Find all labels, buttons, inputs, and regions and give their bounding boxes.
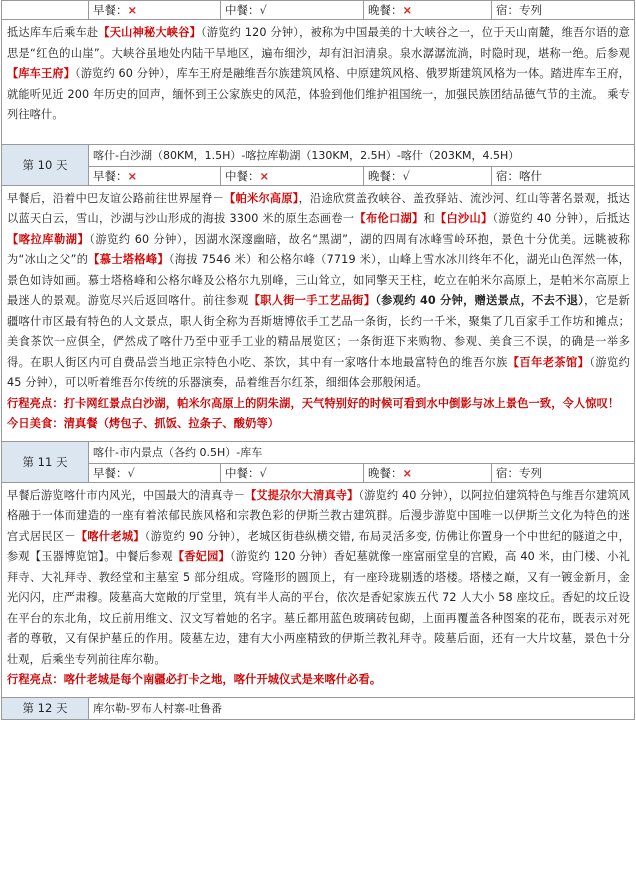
highlight-text: 打卡网红景点白沙湖，帕米尔高原上的阴朱湖，天气特别好的时候可看到水中倒影与冰上景色一致，令人惊叹！ [63,396,620,410]
dinner-cell: 晚餐：√ [364,167,492,185]
hotel-cell: 宿：喀什 [496,168,542,183]
attraction-name: 【百年老茶馆】 [507,355,590,369]
day12-route: 库尔勒-罗布人村寨-吐鲁番 [89,697,635,719]
no-meal-mark: × [402,465,413,480]
day11-label: 第 11 天 [2,441,89,482]
day9-description-row [2,20,635,145]
attraction-name: 【布伦口湖】 [354,212,424,225]
itinerary-table [1,0,635,720]
no-meal-mark: × [127,3,138,17]
attraction-name: 【库车王府】 [7,67,76,80]
day12-route-row [2,697,635,719]
day10-meals [89,167,634,185]
day10-meals-row [2,166,635,185]
breakfast-cell: 早餐：× [89,1,221,19]
bonus-note: （参观约 40 分钟，赠送景点，不去不退） [375,294,585,307]
attraction-name: 【喀什老城】 [75,529,145,543]
day10-description: 早餐后，沿着中巴友谊公路前往世界屋脊－【帕米尔高原】，沿途欣赏盖孜峡谷、盖孜驿站、流沙河、红山等著名景观，抵达以蓝天白云，雪山，沙湖与沙山形成的海拔 3300 米的原生态画卷一【布伦口湖】和【白沙山】（游览约 40 分钟），后抵达【喀拉库勒湖】（游览约 60 分钟），因湖水深邃幽暗，故名“黑湖”，湖的四周有冰峰雪岭环抱，景色十分优美。远眺被称为“冰山之父”的【慕士塔格峰】（海拔 7546 米）和公格尔峰（7719 米），山峰上雪水冰川终年不化，湖光山色浑然一体，景色如诗如画。慕士塔格峰和公格尔峰及公格尔九别峰，三山耸立，如同擎天王柱，屹立在帕米尔高原上，是帕米尔高原上最迷人的景观。游览尽兴后返回喀什。前往参观【职人街一手工艺品街】（参观约 40 分钟，赠送景点，不去不退），它是新疆喀什市区最有特色的人文景点，职人街全称为吾斯塘博依手工艺品一条街，长约一千米，聚集了几百家手工作坊和摊点；美食茶饮一应俱全，俨然成了喀什乃至中亚手工业的精品展览区；一条街逛下来购物、参观、美食三不误，的确是一举多得。在职人街区内可自费品尝当地正宗特色小吃、茶饮，其中有一家喀什本地最富特色的维吾尔族【百年老茶馆】（游览约 45 分钟），可以听着维吾尔传统的乐器演奏，品着维吾尔红茶，细细体会那般闲适。 行程亮点：打卡网红景点白沙湖，帕米尔高原上的阴朱湖，天气特别好的时候可看到水中倒影与冰上景色一致，令人惊叹！ 今日美食：清真餐（烤包子、抓饭、拉条子、酸奶等） [7,191,630,430]
day12-label: 第 12 天 [2,697,89,719]
day10-route-row [2,144,635,166]
day9-meals [89,1,634,19]
day11-route-row [2,441,635,463]
day11-route: 喀什-市内景点（各约 0.5H）-库车 [89,441,635,463]
itinerary-page [1,0,635,720]
day10-description-row [2,185,635,441]
food-text: 清真餐（烤包子、抓饭、拉条子、酸奶等） [63,417,280,430]
day11-meals [89,464,634,482]
highlight-label: 行程亮点： [7,673,64,686]
attraction-name: 【艾提尕尔大清真寺】 [245,488,359,502]
food-label: 今日美食： [7,417,64,430]
meal-included-mark: √ [259,3,267,17]
day10-label: 第 10 天 [2,144,89,185]
lunch-cell: 中餐：√ [221,1,364,19]
day9-description: 抵达库车后乘车赴【天山神秘大峡谷】（游览约 120 分钟），被称为中国最美的十大峡谷之一，位于天山南麓，维吾尔语的意思是“红色的山崖”。大峡谷虽地处内陆干旱地区，遍布细沙，却有汩汩清泉。泉水潺潺流淌，时隐时现，堪称一绝。后参观【库车王府】（游览约 60 分钟），库车王府是融维吾尔族建筑风格、中原建筑风格、俄罗斯建筑风格为一体。踏进库车王府，就能听见近 200 年历史的回声，缅怀到王公家族史的风范，体验到他们维护祖国统一，加强民族团结品德气节的主流。 乘专列往喀什。 [7,26,630,121]
lunch-cell: 中餐：× [221,167,364,185]
dinner-cell: 晚餐：× [364,464,492,482]
attraction-name: 【帕米尔高原】 [224,191,299,205]
day11-description-row [2,482,635,697]
day11-description: 早餐后游览喀什市内风光，中国最大的清真寺－【艾提尕尔大清真寺】（游览约 40 分钟），以阿拉伯建筑特色与维吾尔建筑风格融于一体而建造的一座有着浓郁民族风格和宗教色彩的伊斯兰教古建筑群。后漫步游览中国唯一以伊斯兰文化为特色的迷宫式居民区－【喀什老城】（游览约 90 分钟），老城区街巷纵横交错, 布局灵活多变, 仿佛让你置身一个中世纪的隧道之中，参观【玉器博览馆】。中餐后参观【香妃园】（游览约 120 分钟）香妃墓就像一座富丽堂皇的宫殿，高 40 米，由门楼、小礼拜寺、大礼拜寺、教经堂和主墓室 5 部分组成。穹隆形的圆顶上，有一座玲珑剔透的塔楼。塔楼之巅，又有一镀金新月，金光闪闪，庄严肃穆。陵墓高大宽敞的厅堂里，筑有半人高的平台，依次是香妃家族五代 72 人大小 58 座坟丘。香妃的坟丘设在平台的东北角，坟丘前用维文、汉文写着她的名字。墓丘都用蓝色玻璃砖包砌，上面再覆盖各种图案的花布，既表示对死者的尊敬，又有保护墓丘的作用。陵墓左边，建有大小两座精致的伊斯兰教礼拜寺。陵墓后面，还有一大片坟墓，景色十分壮观，后乘坐专列前往库尔勒。 行程亮点：喀什老城是每个南疆必打卡之地，喀什开城仪式是来喀什必看。 [7,488,631,686]
dinner-cell: 晚餐：× [364,1,492,19]
day11-meals-row [2,463,635,482]
day9-meals-row [2,1,635,20]
highlight-label: 行程亮点： [7,396,64,410]
attraction-name: 【天山神秘大峡谷】 [98,26,202,39]
hotel-cell: 宿：专列 [496,3,542,17]
lunch-cell: 中餐：√ [221,464,364,482]
no-meal-mark: × [259,168,270,183]
breakfast-cell: 早餐：√ [89,464,221,482]
meal-included-mark: √ [402,168,410,183]
no-meal-mark: × [127,168,138,183]
no-meal-mark: × [402,3,413,17]
attraction-name: 【香妃园】 [172,550,230,563]
day9-label-cell [2,1,89,20]
attraction-name: 【喀拉库勒湖】 [7,232,90,246]
breakfast-cell: 早餐：× [89,167,221,185]
day10-route: 喀什-白沙湖（80KM，1.5H）-喀拉库勒湖（130KM，2.5H）-喀什（203KM，4.5H） [89,144,635,166]
hotel-cell: 宿：专列 [496,465,542,480]
meal-included-mark: √ [127,465,135,480]
meal-included-mark: √ [259,465,267,480]
attraction-name: 【慕士塔格峰】 [88,253,169,266]
attraction-name: 【白沙山】 [434,212,493,225]
attraction-name: 【职人街一手工艺品街】 [248,294,376,307]
highlight-text: 喀什老城是每个南疆必打卡之地，喀什开城仪式是来喀什必看。 [63,673,382,686]
